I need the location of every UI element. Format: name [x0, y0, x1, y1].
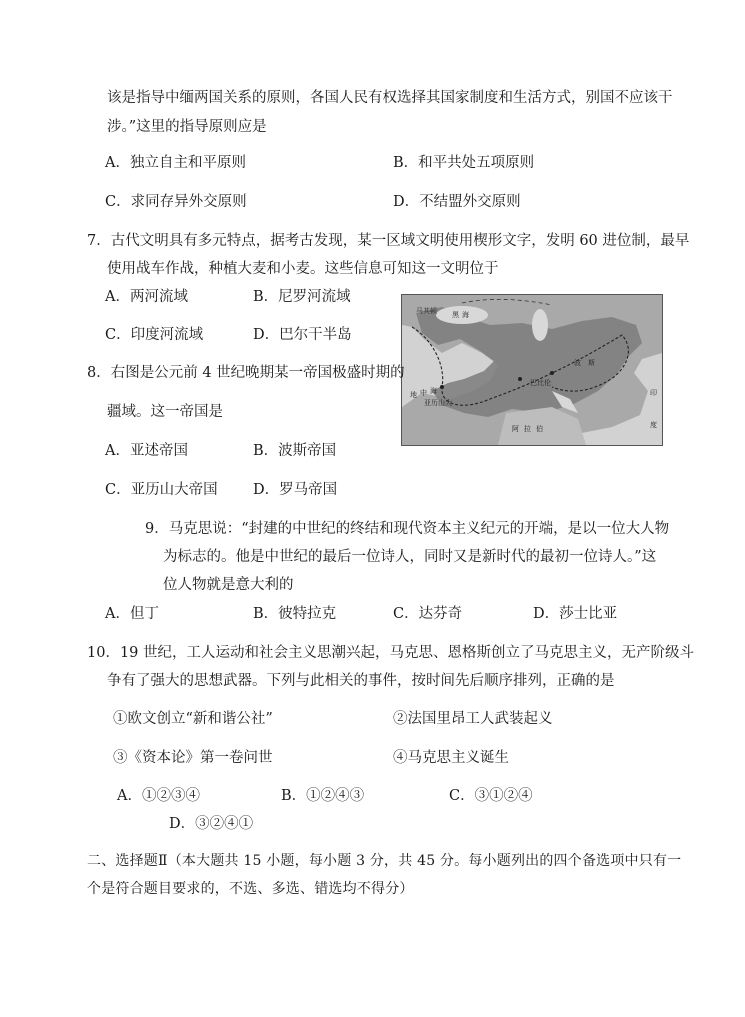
- map-label-babylon: 巴比伦: [530, 379, 551, 387]
- q10-option-b: B．①②④③: [281, 788, 365, 804]
- city-marker-1: [440, 385, 444, 389]
- map-label-si: 斯: [588, 359, 595, 367]
- q7-option-c: C．印度河流域: [105, 327, 204, 343]
- q6-option-c: C．求同存异外交原则: [105, 194, 247, 210]
- q7-option-d: D．巴尔干半岛: [253, 327, 352, 343]
- q9-option-a: A．但丁: [105, 606, 159, 622]
- q10-stem-line2: 争有了强大的思想武器。下列与此相关的事件，按时间先后顺序排列，正确的是: [107, 673, 615, 689]
- map-label-black: 黑: [452, 311, 459, 319]
- map-label-sea2: 海: [430, 387, 437, 395]
- q7-option-b: B．尼罗河流域: [253, 289, 351, 305]
- q6-option-a: A．独立自主和平原则: [105, 155, 246, 171]
- q9-stem-line3: 位人物就是意大利的: [163, 577, 294, 593]
- q9-option-d: D．莎士比亚: [533, 606, 618, 622]
- map-svg: [402, 295, 662, 445]
- map-label-bo2: 伯: [536, 425, 543, 433]
- q10-item-1: ①欧文创立“新和谐公社”: [113, 711, 273, 727]
- q6-stem-line1: 该是指导中缅两国关系的原则，各国人民有权选择其国家制度和生活方式，别国不应该干: [107, 90, 673, 106]
- map-label-yin: 印: [650, 389, 657, 397]
- map-label-a: 阿: [512, 425, 519, 433]
- map-label-macedonia: 马其顿: [416, 307, 437, 315]
- section2-heading-line1: 二、选择题Ⅱ（本大题共 15 小题，每小题 3 分，共 45 分。每小题列出的四个备选项中只有一: [87, 853, 682, 869]
- map-label-zhong: 中: [420, 389, 427, 397]
- empire-territory-map: [401, 294, 663, 446]
- q9-stem-line1: 9．马克思说：“封建的中世纪的终结和现代资本主义纪元的开端，是以一位大人物: [145, 521, 670, 537]
- q7-stem-line1: 7．古代文明具有多元特点，据考古发现，某一区域文明使用楔形文字，发明 60 进位制，最早: [87, 233, 690, 249]
- map-label-bo: 波: [574, 359, 581, 367]
- q10-option-d: D．③②④①: [169, 816, 254, 832]
- map-label-di: 地: [410, 391, 417, 399]
- city-marker-3: [550, 371, 554, 375]
- map-label-alexandria: 亚历山大: [424, 399, 452, 407]
- q10-item-3: ③《资本论》第一卷问世: [113, 750, 273, 766]
- q8-option-d: D．罗马帝国: [253, 482, 338, 498]
- map-label-du: 度: [650, 421, 657, 429]
- q9-option-c: C．达芬奇: [393, 606, 463, 622]
- q8-option-c: C．亚历山大帝国: [105, 482, 218, 498]
- q6-option-d: D．不结盟外交原则: [393, 194, 521, 210]
- q10-item-2: ②法国里昂工人武装起义: [393, 711, 553, 727]
- map-label-sea1: 海: [462, 311, 469, 319]
- q8-option-a: A．亚述帝国: [105, 443, 188, 459]
- q8-option-b: B．波斯帝国: [253, 443, 337, 459]
- q6-stem-line2: 涉。”这里的指导原则应是: [107, 119, 267, 135]
- q8-stem-line1: 8．右图是公元前 4 世纪晚期某一帝国极盛时期的: [87, 365, 405, 381]
- q10-stem-line1: 10．19 世纪，工人运动和社会主义思潮兴起，马克思、恩格斯创立了马克思主义，无产阶级斗: [87, 645, 695, 661]
- caspian-sea: [532, 309, 548, 341]
- q10-option-c: C．③①②④: [449, 788, 533, 804]
- section2-heading-line2: 个是符合题目要求的，不选、多选、错选均不得分）: [87, 881, 414, 897]
- q7-option-a: A．两河流域: [105, 289, 188, 305]
- map-label-la: 拉: [524, 425, 531, 433]
- q9-option-b: B．彼特拉克: [253, 606, 337, 622]
- q10-item-4: ④马克思主义诞生: [393, 750, 509, 766]
- city-marker-2: [518, 377, 522, 381]
- q7-stem-line2: 使用战车作战，种植大麦和小麦。这些信息可知这一文明位于: [107, 261, 499, 277]
- q9-stem-line2: 为标志的。他是中世纪的最后一位诗人，同时又是新时代的最初一位诗人。”这: [163, 549, 657, 565]
- q10-option-a: A．①②③④: [117, 788, 200, 804]
- q8-stem-line2: 疆域。这一帝国是: [107, 404, 223, 420]
- q6-option-b: B．和平共处五项原则: [393, 155, 535, 171]
